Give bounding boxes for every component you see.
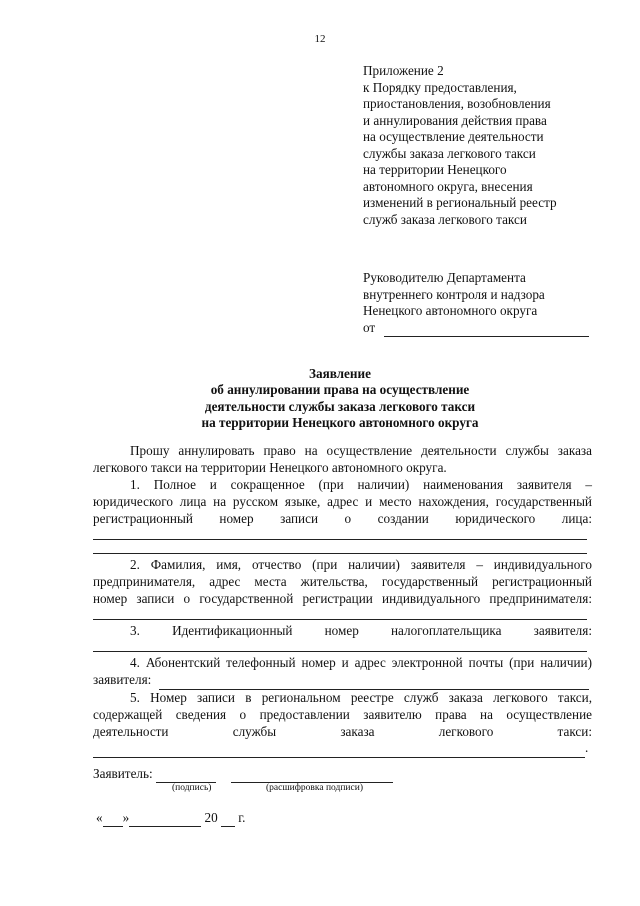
intro-paragraph (93, 443, 592, 477)
item5-period: . (585, 740, 589, 756)
item2-line: номер записи о государственной регистрации индивидуального предпринимателя: (93, 590, 592, 606)
appendix-line: изменений в региональный реестр (363, 195, 557, 210)
appendix-line: и аннулирования действия права (363, 112, 547, 128)
title-line: деятельности службы заказа легкового такси (204, 398, 476, 414)
item4-line (93, 672, 592, 689)
title-line: Заявление (309, 366, 371, 381)
item1-answer-line[interactable] (93, 539, 587, 540)
item4-label: заявителя: (93, 671, 152, 687)
item-3 (93, 623, 592, 640)
from-field[interactable] (384, 320, 589, 338)
date-close-quote: » (122, 810, 130, 825)
item1-answer-line[interactable] (93, 553, 587, 554)
item1-line: юридического лица на русском языке, адрес и место нахождения, государственный (93, 493, 592, 509)
addressee-block (363, 270, 589, 337)
page-number: 12 (314, 33, 326, 45)
item-5 (93, 690, 592, 757)
item4-answer-line[interactable] (159, 672, 589, 690)
item5-answer-line[interactable] (93, 740, 585, 758)
item2-answer-line[interactable] (93, 619, 587, 620)
from-label: от (363, 319, 376, 335)
item3-line: 3. Идентификационный номер налогоплательщика заявителя: (130, 623, 592, 638)
appendix-line: на территории Ненецкого (363, 162, 507, 177)
date-open-quote: « (96, 810, 103, 825)
item4-line: 4. Абонентский телефонный номер и адрес электронной почты (при наличии) (130, 655, 592, 670)
item5-line: деятельности службы заказа легкового такси: (93, 723, 592, 739)
item-1 (93, 477, 592, 527)
appendix-line: служб заказа легкового такси (363, 211, 527, 227)
item5-line: содержащей сведения о предоставлении заявителю права на осуществление (93, 706, 592, 722)
appendix-line: на осуществление деятельности (363, 129, 544, 144)
appendix-line: автономного округа, внесения (363, 178, 533, 194)
item5-answer (93, 740, 592, 757)
item1-line: 1. Полное и сокращенное (при наличии) наименования заявителя – (130, 477, 592, 492)
date-year-prefix: 20 (204, 810, 218, 825)
signature-decode-caption: (расшифровка подписи) (266, 783, 363, 793)
item2-line: предпринимателя, адрес места жительства, государственный регистрационный (93, 573, 592, 589)
signature-row (93, 766, 393, 783)
date-day-field[interactable] (103, 810, 123, 827)
addressee-line: Ненецкого автономного округа (363, 303, 538, 318)
item2-line: 2. Фамилия, имя, отчество (при наличии) заявителя – индивидуального (130, 557, 592, 572)
addressee-line: внутреннего контроля и надзора (363, 286, 545, 302)
date-year-suffix: г. (238, 810, 246, 825)
addressee-line: Руководителю Департамента (363, 270, 526, 285)
date-row (96, 810, 245, 827)
signature-caption: (подпись) (172, 783, 212, 793)
signature-field[interactable] (156, 766, 216, 783)
from-line (363, 320, 589, 338)
item3-answer-line[interactable] (93, 651, 587, 652)
title-line: на территории Ненецкого автономного округа (201, 414, 479, 430)
item5-line: 5. Номер записи в региональном реестре служб заказа легкового такси, (130, 690, 592, 705)
title-line: об аннулировании права на осуществление (210, 382, 470, 398)
appendix-line: приостановления, возобновления (363, 96, 551, 111)
appendix-header (363, 63, 557, 228)
appendix-line: Приложение 2 (363, 63, 444, 78)
applicant-label: Заявитель: (93, 766, 153, 781)
intro-line: Прошу аннулировать право на осуществление деятельности службы заказа (130, 443, 592, 458)
appendix-line: к Порядку предоставления, (363, 79, 517, 95)
item-4 (93, 655, 592, 689)
item-2 (93, 557, 592, 607)
date-month-field[interactable] (129, 810, 201, 827)
signature-decode-field[interactable] (231, 766, 393, 783)
document-title (0, 366, 640, 431)
intro-line: легкового такси на территории Ненецкого автономного округа. (93, 459, 447, 475)
date-year-field[interactable] (221, 810, 235, 827)
appendix-line: службы заказа легкового такси (363, 145, 536, 161)
item1-line: регистрационный номер записи о создании юридического лица: (93, 510, 592, 526)
